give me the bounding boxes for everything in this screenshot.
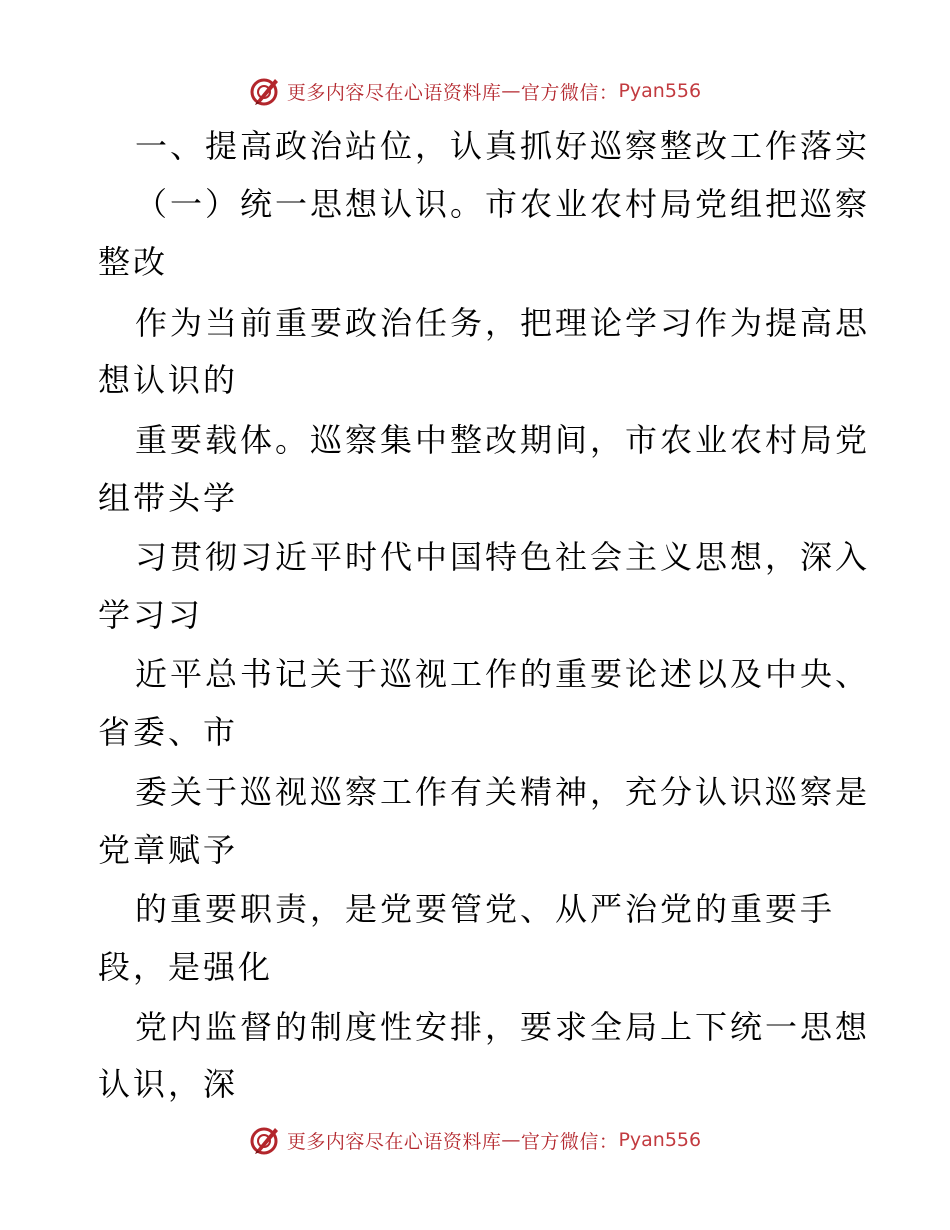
footer-banner-text: 更多内容尽在心语资料库 [286, 1130, 502, 1153]
body-line: 省委、市 [98, 713, 239, 751]
header-banner-text: 更多内容尽在心语资料库 [286, 81, 502, 104]
body-line: 近平总书记关于巡视工作的重要论述以及中央、 [135, 655, 871, 693]
body-line: 党内监督的制度性安排，要求全局上下统一思想 [135, 1008, 871, 1046]
body-line: 习贯彻习近平时代中国特色社会主义思想，深入 [135, 538, 871, 576]
body-line: 作为当前重要政治任务，把理论学习作为提高思 [135, 304, 871, 342]
body-line: 委关于巡视巡察工作有关精神，充分认识巡察是 [135, 773, 871, 811]
body-line: 想认识的 [98, 361, 239, 399]
footer-wechat-id: Pyan556 [618, 1129, 702, 1151]
body-line: 重要载体。巡察集中整改期间，市农业农村局党 [135, 421, 871, 459]
header-banner-content [249, 75, 701, 107]
body-line: 的重要职责，是党要管党、从严治党的重要手 [135, 890, 836, 928]
footer-banner-separator: — [501, 1129, 521, 1151]
pen-logo-icon [249, 1124, 281, 1156]
footer-banner [0, 1120, 950, 1160]
body-line: 段，是强化 [98, 948, 274, 986]
body-line: 整改 [98, 243, 169, 281]
body-line: 组带头学 [98, 479, 239, 517]
header-banner-separator: — [501, 80, 521, 102]
footer-wechat-label: 官方微信： [520, 1130, 619, 1153]
body-line: （一）统一思想认识。市农业农村局党组把巡察 [135, 185, 871, 223]
body-line: 认识，深 [98, 1065, 239, 1103]
footer-banner-content [249, 1124, 701, 1156]
pen-logo-icon [249, 75, 281, 107]
header-wechat-id: Pyan556 [618, 80, 702, 102]
body-line: 党章赋予 [98, 831, 239, 869]
body-line: 学习习 [98, 596, 204, 634]
header-banner [0, 71, 950, 111]
body-line: 一、提高政治站位，认真抓好巡察整改工作落实 [135, 127, 871, 165]
header-wechat-label: 官方微信： [520, 81, 619, 104]
